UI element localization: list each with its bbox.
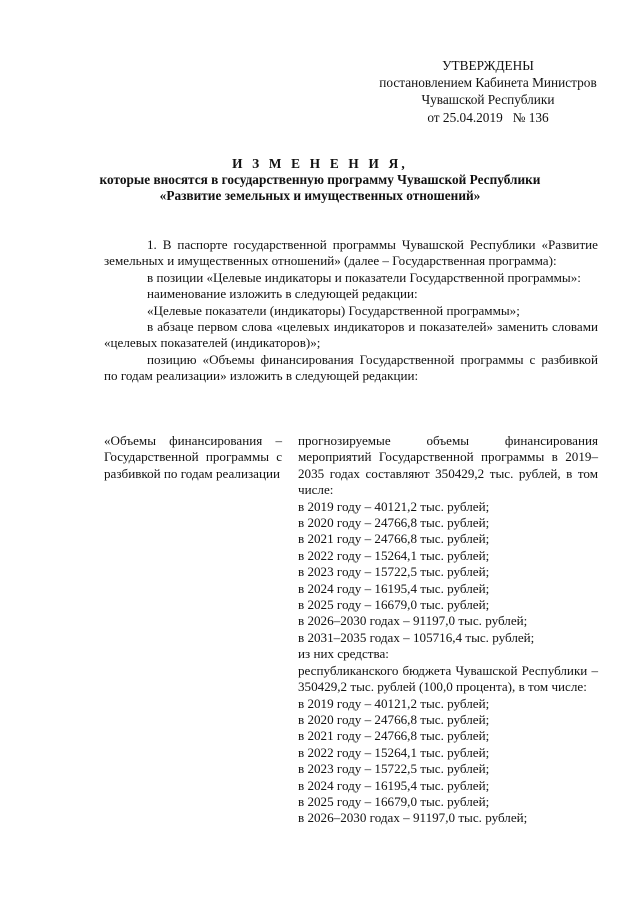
republic-item: в 2020 году – 24766,8 тыс. рублей;: [298, 711, 490, 727]
total-item: в 2026–2030 годах – 91197,0 тыс. рублей;: [298, 613, 528, 629]
approval-line-3: от 25.04.2019 № 136: [427, 109, 549, 125]
paragraph: 1. В паспорте государственной программы Чувашской Республики «Развитие земельных и имущественных отношений» (далее – Государственная программа):: [104, 237, 598, 269]
document-heading: [90, 156, 550, 205]
paragraph: «Целевые показатели (индикаторы) Государственной программы»;: [147, 302, 520, 318]
approval-line-1: постановлением Кабинета Министров: [379, 75, 597, 91]
republic-item: в 2019 году – 40121,2 тыс. рублей;: [298, 695, 490, 711]
funding-intro: прогнозируемые объемы финансирования мероприятий Государственной программы в 2019–2035 годах составляют 350429,2 тыс. рублей, в том числе:: [298, 433, 598, 498]
republic-item: в 2024 году – 16195,4 тыс. рублей;: [298, 777, 490, 793]
total-item: в 2020 году – 24766,8 тыс. рублей;: [298, 515, 490, 531]
republic-item: в 2023 году – 15722,5 тыс. рублей;: [298, 761, 490, 777]
heading-line-1: которые вносятся в государственную программу Чувашской Республики: [99, 172, 541, 188]
heading-line-2: «Развитие земельных и имущественных отношений»: [159, 188, 481, 204]
document-body: [104, 237, 598, 385]
source-intro: республиканского бюджета Чувашской Республики – 350429,2 тыс. рублей (100,0 процента), в том числе:: [298, 662, 598, 695]
funding-label-cell: «Объемы финансирования – Государственной программы с разбивкой по годам реализации: [104, 433, 282, 481]
republic-item: в 2022 году – 15264,1 тыс. рублей;: [298, 744, 490, 760]
heading-title: И З М Е Н Е Н И Я,: [232, 156, 408, 171]
total-item: в 2019 году – 40121,2 тыс. рублей;: [298, 498, 490, 514]
republic-item: в 2025 году – 16679,0 тыс. рублей;: [298, 793, 490, 809]
republic-item: в 2026–2030 годах – 91197,0 тыс. рублей;: [298, 810, 528, 826]
republic-item: в 2021 году – 24766,8 тыс. рублей;: [298, 728, 490, 744]
total-item: в 2031–2035 годах – 105716,4 тыс. рублей;: [298, 629, 535, 645]
source-label: из них средства:: [298, 646, 389, 662]
total-item: в 2022 году – 15264,1 тыс. рублей;: [298, 547, 490, 563]
paragraph: в позиции «Целевые индикаторы и показатели Государственной программы»:: [147, 269, 581, 285]
total-item: в 2025 году – 16679,0 тыс. рублей;: [298, 597, 490, 613]
approval-line-2: Чувашской Республики: [421, 92, 555, 108]
paragraph: в абзаце первом слова «целевых индикаторов и показателей» заменить словами «целевых показателей (индикаторов)»;: [104, 319, 598, 351]
paragraph: наименование изложить в следующей редакции:: [147, 286, 418, 302]
funding-values-cell: [298, 433, 598, 827]
total-item: в 2023 году – 15722,5 тыс. рублей;: [298, 564, 490, 580]
approval-title: УТВЕРЖДЕНЫ: [442, 58, 534, 73]
total-item: в 2024 году – 16195,4 тыс. рублей;: [298, 580, 490, 596]
paragraph: позицию «Объемы финансирования Государственной программы с разбивкой по годам реализации» изложить в следующей редакции:: [104, 351, 598, 384]
total-item: в 2021 году – 24766,8 тыс. рублей;: [298, 531, 490, 547]
approval-block: [372, 57, 604, 126]
